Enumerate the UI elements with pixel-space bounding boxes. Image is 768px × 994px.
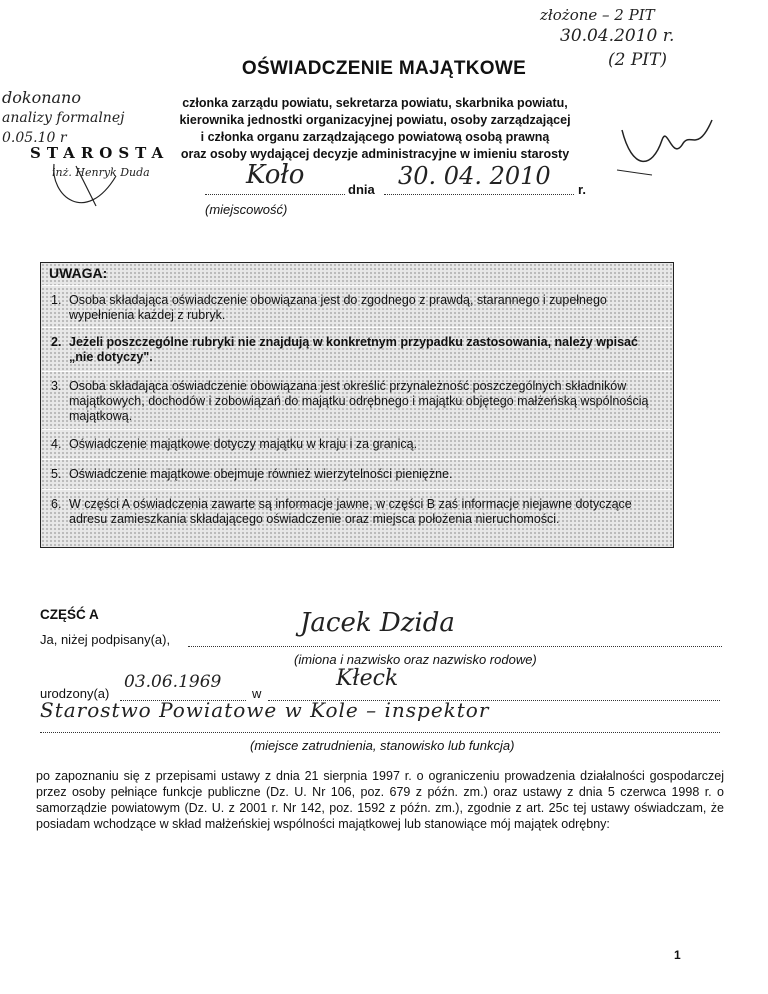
notice-item-text: Oświadczenie majątkowe obejmuje również wierzytelności pieniężne. xyxy=(69,467,453,481)
notice-item-number: 6. xyxy=(51,497,62,511)
handwritten-note-top: złożone – 2 PIT xyxy=(540,6,655,24)
official-stamp: STAROSTA xyxy=(30,144,170,162)
notice-item-5 xyxy=(51,467,663,482)
born-label: urodzony(a) xyxy=(40,686,110,701)
born-date-value: 03.06.1969 xyxy=(124,672,222,692)
place-caption: (miejscowość) xyxy=(205,202,288,217)
notice-item-6 xyxy=(51,497,663,527)
subtitle-line-1: członka zarządu powiatu, sekretarza powiatu, skarbnika powiatu, xyxy=(182,96,568,110)
margin-note-line1: dokonano xyxy=(2,88,81,107)
document-title: OŚWIADCZENIE MAJĄTKOWE xyxy=(241,58,527,79)
notice-item-2 xyxy=(51,335,663,365)
notice-item-text: Osoba składająca oświadczenie obowiązana jest do zgodnego z prawdą, starannego i zupełnego wypełnienia każdej z rubryk. xyxy=(69,293,607,322)
notice-separator xyxy=(42,371,672,372)
signed-label: Ja, niżej podpisany(a), xyxy=(40,632,171,647)
notice-item-text: Oświadczenie majątkowe dotyczy majątku w kraju i za granicą. xyxy=(69,437,418,451)
name-value: Jacek Dzida xyxy=(300,608,455,638)
subtitle-line-2: kierownika jednostki organizacyjnej powiatu, osoby zarządzającej xyxy=(179,113,571,127)
notice-box xyxy=(40,262,674,548)
name-dotted-line xyxy=(188,632,722,647)
notice-item-number: 2. xyxy=(51,335,62,349)
notice-title: UWAGA: xyxy=(49,265,108,281)
margin-note-line2: analizy formalnej xyxy=(2,110,125,126)
date-value: 30. 04. 2010 xyxy=(398,162,551,190)
margin-note-line3: 0.05.10 r xyxy=(2,130,67,146)
notice-item-number: 5. xyxy=(51,467,62,481)
notice-item-3 xyxy=(51,379,663,424)
notice-item-1 xyxy=(51,293,663,323)
notice-item-number: 1. xyxy=(51,293,62,307)
notice-item-text: Osoba składająca oświadczenie obowiązana jest określić przynależność poszczególnych składników majątkowych, dochodów i zobowiązań do majątku odrębnego i majątku objętego małżeńską wspólnością majątkową. xyxy=(69,379,649,423)
notice-item-text: W części A oświadczenia zawarte są informacje jawne, w części B zaś informacje niejawne dotyczące adresu zamieszkania składającego oświadczenie oraz miejsca położenia nieruchomości. xyxy=(69,497,632,526)
stamp-name: inż. Henryk Duda xyxy=(52,166,150,179)
employment-caption: (miejsce zatrudnienia, stanowisko lub funkcja) xyxy=(250,738,515,753)
notice-item-number: 4. xyxy=(51,437,62,451)
notice-separator xyxy=(42,489,672,490)
part-a-heading: CZĘŚĆ A xyxy=(40,607,99,622)
handwritten-date-top: 30.04.2010 r. xyxy=(560,26,675,46)
subtitle-line-4: oraz osoby wydającej decyzje administracyjne w imieniu starosty xyxy=(180,147,570,161)
handwritten-note-pit: (2 PIT) xyxy=(608,50,667,70)
date-suffix: r. xyxy=(578,182,586,197)
legal-paragraph: po zapoznaniu się z przepisami ustawy z dnia 21 sierpnia 1997 r. o ograniczeniu prowadzenia działalności gospodarczej przez osoby pełniące funkcje publiczne (Dz. U. Nr 106, poz. 679 z późn. zm.) oraz ustawy z dnia 5 czerwca 1998 r. o samorządzie powiatowym (Dz. U. z 2001 r. Nr 142, poz. 1592 z późn. zm.), zgodnie z art. 25c tej ustawy oświadczam, że posiadam wchodzące w skład małżeńskiej wspólności majątkowej lub stanowiące mój majątek odrębny: xyxy=(36,769,724,831)
notice-separator xyxy=(42,429,672,430)
notice-separator xyxy=(42,327,672,328)
notice-item-text: Jeżeli poszczególne rubryki nie znajdują w konkretnym przypadku zastosowania, należy wpisać „nie dotyczy". xyxy=(69,335,638,364)
notice-separator xyxy=(42,459,672,460)
subtitle-line-3: i członka organu zarządzającego powiatową osobą prawną xyxy=(200,130,550,144)
notice-item-4 xyxy=(51,437,663,452)
employment-value: Starostwo Powiatowe w Kole – inspektor xyxy=(40,698,490,722)
day-label: dnia xyxy=(348,182,375,197)
signature-drawing xyxy=(612,100,722,180)
born-in-label: w xyxy=(252,686,262,701)
notice-item-number: 3. xyxy=(51,379,62,393)
name-caption: (imiona i nazwisko oraz nazwisko rodowe) xyxy=(294,652,537,667)
notice-separator xyxy=(42,285,672,286)
place-value: Koło xyxy=(246,160,305,190)
page-number: 1 xyxy=(674,948,681,962)
stamp-signature-drawing xyxy=(46,156,126,226)
born-place-value: Kłeck xyxy=(336,666,399,691)
